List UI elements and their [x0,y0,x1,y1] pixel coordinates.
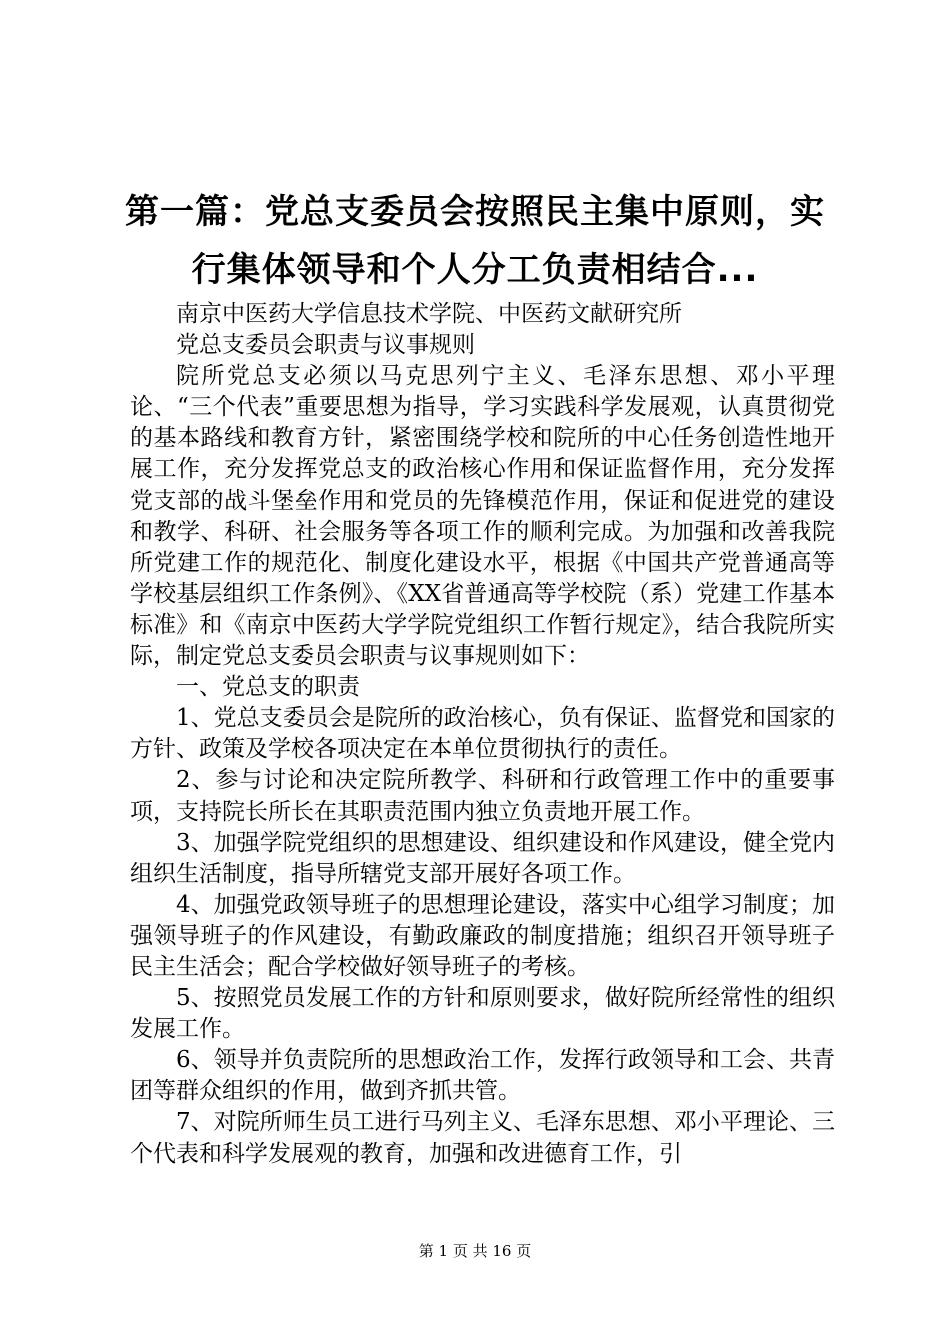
title-line-1: 第一篇：党总支委员会按照民主集中原则，实 [125,192,825,232]
paragraph-institution: 南京中医药大学信息技术学院、中医药文献研究所 [176,301,682,327]
paragraph-duty-4: 4、加强党政领导班子的思想理论建设，落实中心组学习制度；加强领导班子的作风建设，有勤政廉政的制度措施；组织召开领导班子民主生活会；配合学校做好领导班子的考核。 [130,891,835,980]
section-heading-duties: 一、党总支的职责 [176,674,360,701]
document-body [130,299,835,1170]
title-line-2: 行集体领导和个人分工负责相结合... [191,250,759,290]
paragraph-duty-6: 6、领导并负责院所的思想政治工作，发挥行政领导和工会、共青团等群众组织的作用，做到齐抓共管。 [130,1047,835,1105]
paragraph-duty-7: 7、对院所师生员工进行马列主义、毛泽东思想、邓小平理论、三个代表和科学发展观的教育，加强和改进德育工作，引 [130,1109,835,1167]
document-title [90,183,860,299]
paragraph-duty-2: 2、参与讨论和决定院所教学、科研和行政管理工作中的重要事项，支持院长所长在其职责范围内独立负责地开展工作。 [130,767,835,825]
page-footer: 第 1 页 共 16 页 [418,1242,532,1260]
paragraph-subtitle: 党总支委员会职责与议事规则 [176,332,475,359]
paragraph-duty-5: 5、按照党员发展工作的方针和原则要求，做好院所经常性的组织发展工作。 [130,985,835,1043]
paragraph-duty-1: 1、党总支委员会是院所的政治核心，负有保证、监督党和国家的方针、政策及学校各项决定在本单位贯彻执行的责任。 [130,705,835,763]
paragraph-intro: 院所党总支必须以马克思列宁主义、毛泽东思想、邓小平理论、“三个代表”重要思想为指导，学习实践科学发展观，认真贯彻党的基本路线和教育方针，紧密围绕学校和院所的中心任务创造性地开展工作，充分发挥党总支的政治核心作用和保证监督作用，充分发挥党支部的战斗堡垒作用和党员的先锋模范作用，保证和促进党的建设和教学、科研、社会服务等各项工作的顺利完成。为加强和改善我院所党建工作的规范化、制度化建设水平，根据《中国共产党普通高等学校基层组织工作条例》、《XX省普通高等学校院（系）党建工作基本标准》和《南京中医药大学学院党组织工作暂行规定》，结合我院所实际，制定党总支委员会职责与议事规则如下： [130,363,835,670]
paragraph-duty-3: 3、加强学院党组织的思想建设、组织建设和作风建设，健全党内组织生活制度，指导所辖党支部开展好各项工作。 [130,829,835,887]
